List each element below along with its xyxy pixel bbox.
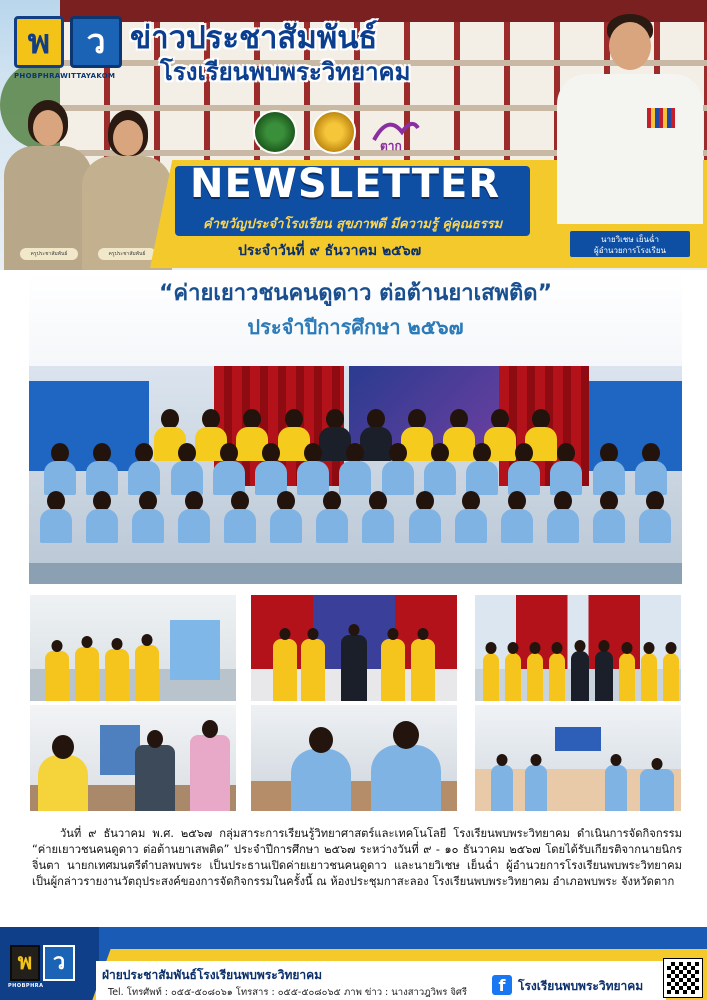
main-group-photo [29, 271, 682, 584]
facebook-icon[interactable]: f [492, 975, 512, 995]
activity-photo-1 [29, 594, 237, 702]
group-front-row [29, 491, 682, 543]
logo-letter-w: ว [70, 16, 122, 68]
staff-photo-right: ครูประชาสัมพันธ์ [78, 110, 173, 270]
logo-letter-p: พ [14, 16, 64, 68]
qr-code-icon[interactable] [664, 959, 702, 997]
footer-logo-letter-p: พ [10, 945, 40, 981]
facebook-page-link[interactable]: โรงเรียนพบพระวิทยาคม [518, 979, 644, 993]
header-school-name: โรงเรียนพบพระวิทยาคม [160, 58, 411, 86]
hall-floor [29, 563, 682, 584]
director-photo [555, 8, 705, 223]
svg-text:ตาก: ตาก [380, 139, 402, 153]
camp-title: “ค่ายเยาวชนคนดูดาว ต่อต้านยาเสพติด” [158, 281, 553, 306]
group-middle-row [29, 443, 682, 495]
school-slogan: คำขวัญประจำโรงเรียน สุขภาพดี มีความรู้ คู่คุณธรรม [203, 217, 503, 232]
logo-caption: PHOBPHRAWITTAYAKOM [14, 72, 116, 80]
activity-photo-5 [250, 704, 458, 812]
activity-photo-6 [474, 704, 682, 812]
camp-academic-year: ประจำปีการศึกษา ๒๕๖๗ [247, 315, 464, 339]
district-emblem-icon [253, 110, 297, 154]
ministry-emblem-icon [312, 110, 356, 154]
footer-department: ฝ่ายประชาสัมพันธ์โรงเรียนพบพระวิทยาคม [102, 968, 323, 982]
issue-date: ประจำวันที่ ๙ ธันวาคม ๒๕๖๗ [238, 243, 422, 259]
footer-photo-credit: ภาพ ข่าว : นางสาวฎวิพร จิศรี [344, 987, 468, 998]
header-title: ข่าวประชาสัมพันธ์ [130, 20, 378, 56]
footer-logo-letter-w: ว [43, 945, 75, 981]
director-name: นายวิเชษ เย็นฉ่ำ [601, 235, 659, 244]
school-logo [14, 16, 124, 78]
newsletter-header [0, 0, 707, 270]
director-name-tag [568, 229, 692, 259]
footer [0, 927, 707, 1000]
activity-photo-4 [29, 704, 237, 812]
staff-photo-left: ครูประชาสัมพันธ์ [0, 100, 90, 270]
activity-photo-2 [250, 594, 458, 702]
tak-province-logo [368, 110, 422, 154]
news-article-text: วันที่ ๙ ธันวาคม พ.ศ. ๒๕๖๗ กลุ่มสาระการเรียนรู้วิทยาศาสตร์และเทคโนโลยี โรงเรียนพบพระวิทยาคม ดำเนินการจัดกิจกรรม “ค่ายเยาวชนคนดูดาว ต่อต้านยาเสพติด” ประจำปีการศึกษา ๒๕๖๗ ระหว่างวันที่ ๙ - ๑๐ ธันวาคม ๒๕๖๗ โดยได้รับเกียรติจากนายนิกร จิ่นตา นายกเทศมนตรีตำบลพบพระ เป็นประธานเปิดค่ายเยาวชนคนดูดาว และนายวิเชษ เย็นฉ่ำ ผู้อำนวยการโรงเรียนพบพระวิทยาคม เป็นผู้กล่าวรายงานวัตถุประสงค์ของการจัดกิจกรรมในครั้งนี้ ณ ห้องประชุมกาสะลอง โรงเรียนพบพระวิทยาคม อำเภอพบพระ จังหวัดตาก [32, 827, 682, 888]
footer-logo-caption: PHOBPHRA [8, 983, 44, 989]
footer-phone: Tel. โทรศัพท์ : ๐๕๕-๕๐๘๐๖๑ โทรสาร : ๐๕๕-๕๐๘๐๖๕ [108, 987, 341, 998]
newsletter-title: NEWSLETTER [190, 161, 501, 207]
director-title: ผู้อำนวยการโรงเรียน [594, 246, 666, 255]
activity-photo-3 [474, 594, 682, 702]
